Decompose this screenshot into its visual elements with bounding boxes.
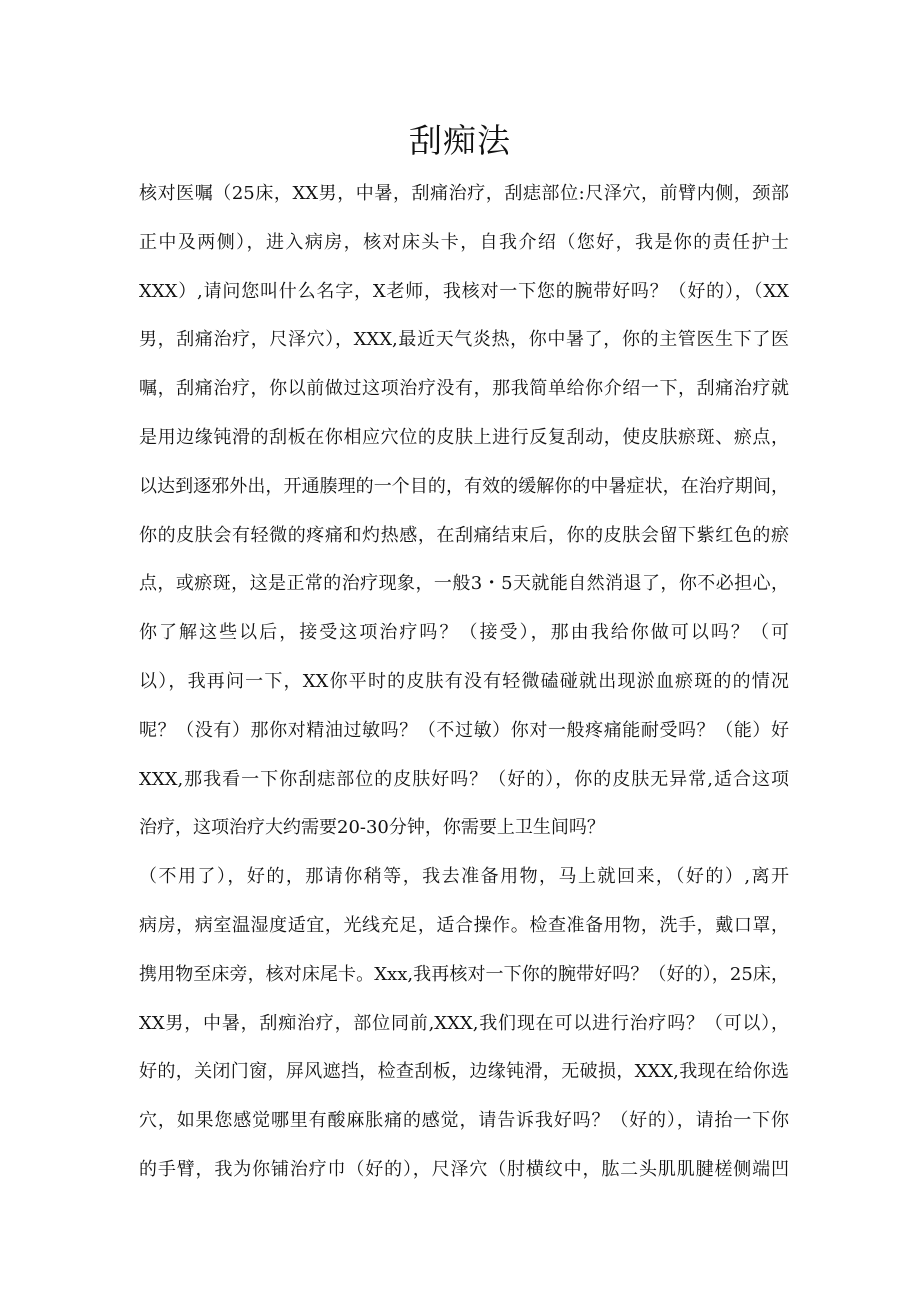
text-line-1: 核对医嘱（25床，XX男，中暑，刮痛治疗，刮痣部位:尺泽穴，前臂内侧，颈部 xyxy=(139,183,789,204)
text-line-21: 的手臂，我为你铺治疗巾（好的），尺泽穴（肘横纹中，肱二头肌肌腱槎侧端凹 xyxy=(139,1158,789,1180)
text-line-6: 是用边缘钝滑的刮板在你相应穴位的皮肤上进行反复刮动，使皮肤瘀斑、瘀点， xyxy=(139,426,789,448)
text-line-7: 以达到逐邪外出，开通腠理的一个目的，有效的缓解你的中暑症状，在治疗期间， xyxy=(139,475,789,497)
text-line-9: 点，或瘀斑，这是正常的治疗现象，一般3・5天就能自然消退了，你不必担心， xyxy=(139,573,789,595)
text-line-18: XX男，中暑，刮痴治疗，部位同前,XXX,我们现在可以进行治疗吗？（可以）， xyxy=(139,1012,789,1034)
text-line-16: 病房，病室温湿度适宜，光线充足，适合操作。检查准备用物，洗手，戴口罩， xyxy=(139,914,789,936)
text-line-2: 正中及两侧），进入病房，核对床头卡，自我介绍（您好，我是你的责任护士 xyxy=(139,231,789,253)
text-line-12: 呢？（没有）那你对精油过敏吗？（不过敏）你对一般疼痛能耐受吗？（能）好 xyxy=(139,719,789,741)
text-line-17: 携用物至床旁，核对床尾卡。Xxx,我再核对一下你的腕带好吗？（好的），25床， xyxy=(139,963,789,985)
text-line-3: XXX）,请问您叫什么名字，X老师，我核对一下您的腕带好吗？（好的），（XX xyxy=(139,280,789,302)
text-line-10: 你了解这些以后，接受这项治疗吗？（接受），那由我给你做可以吗？（可 xyxy=(139,622,789,644)
text-line-15: （不用了），好的，那请你稍等，我去准备用物，马上就回来，（好的）,离开 xyxy=(139,866,789,888)
text-line-20: 穴，如果您感觉哪里有酸麻胀痛的感觉，请告诉我好吗？（好的），请抬一下你 xyxy=(139,1110,789,1132)
text-line-19: 好的，关闭门窗，屏风遮挡，检查刮板，边缘钝滑，无破损，XXX,我现在给你选 xyxy=(139,1061,789,1083)
document-body xyxy=(139,177,789,1202)
text-line-11: 以），我再问一下，XX你平时的皮肤有没有轻微磕碰就出现淤血瘀斑的的情况 xyxy=(139,670,789,692)
text-line-5: 嘱，刮痛治疗，你以前做过这项治疗没有，那我简单给你介绍一下，刮痛治疗就 xyxy=(139,378,789,400)
text-line-8: 你的皮肤会有轻微的疼痛和灼热感，在刮痛结束后，你的皮肤会留下紫红色的瘀 xyxy=(139,524,789,546)
text-line-14: 治疗，这项治疗大约需要20-30分钟，你需要上卫生间吗？ xyxy=(139,817,605,839)
text-line-4: 男，刮痛治疗，尺泽穴），XXX,最近天气炎热，你中暑了，你的主管医生下了医 xyxy=(139,329,789,351)
text-line-13: XXX,那我看一下你刮痣部位的皮肤好吗？（好的），你的皮肤无异常,适合这项 xyxy=(139,768,789,790)
document-title: 刮痴法 xyxy=(409,121,511,160)
